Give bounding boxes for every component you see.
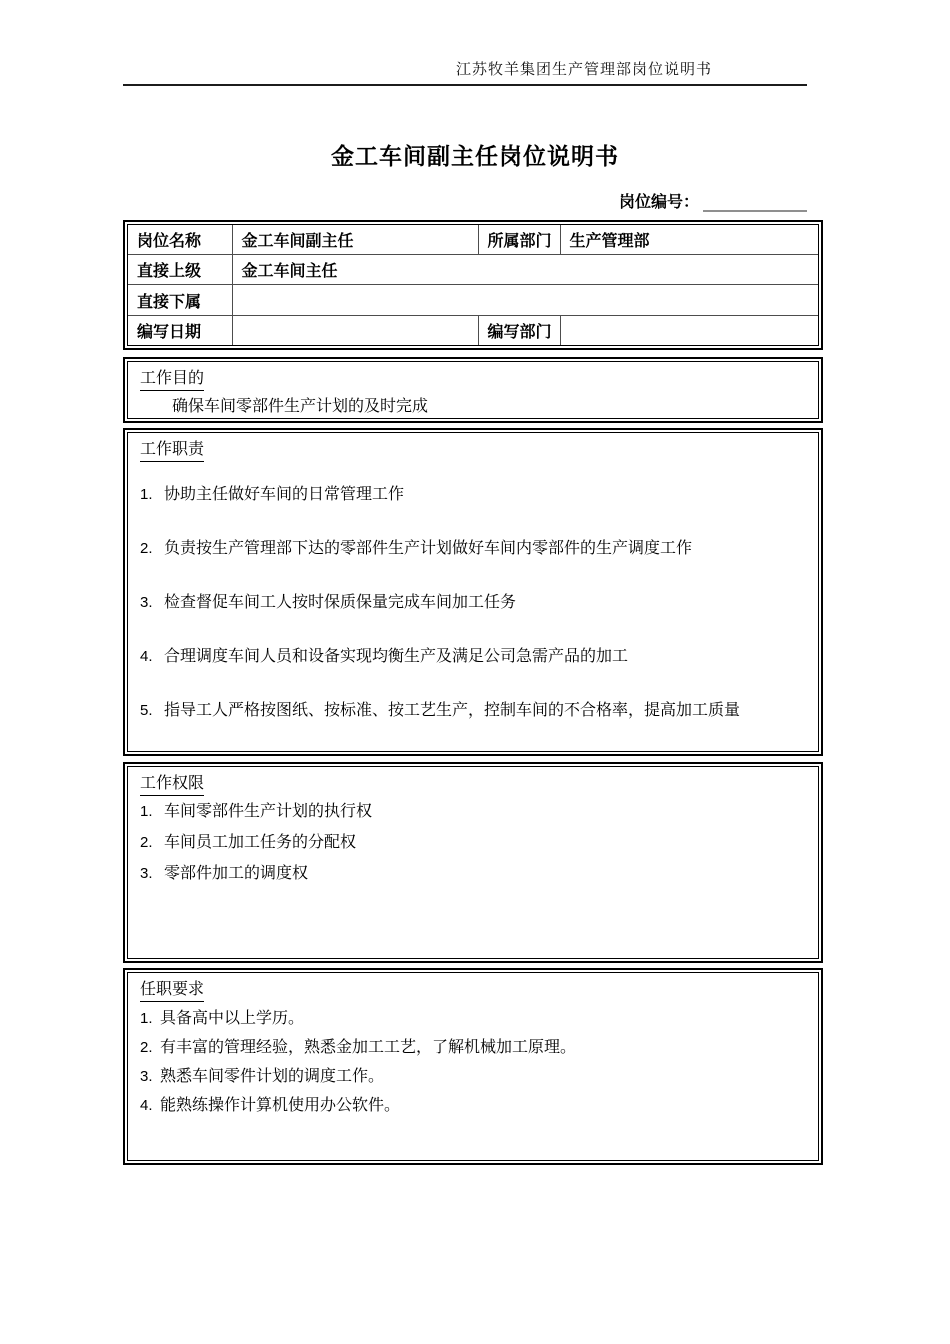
page-title: 金工车间副主任岗位说明书: [331, 143, 619, 169]
field-label-direct-superior: 直接上级: [128, 255, 232, 285]
field-label-position-name: 岗位名称: [128, 225, 232, 255]
list-item-text: 负责按生产管理部下达的零部件生产计划做好车间内零部件的生产调度工作: [164, 540, 693, 557]
list-item: [140, 1008, 806, 1029]
field-value-direct-superior: 金工车间主任: [232, 255, 818, 285]
list-item-number: 3.: [140, 594, 153, 611]
field-label-department: 所属部门: [478, 225, 560, 255]
position-code-row: [123, 186, 807, 212]
section-work-duties: [127, 432, 819, 752]
field-label-written-department: 编写部门: [478, 315, 560, 345]
position-code-label: 岗位编号：: [618, 194, 699, 211]
list-item-text: 具备高中以上学历。: [160, 1010, 305, 1027]
list-item: [140, 593, 806, 613]
field-value-written-date: [232, 315, 478, 345]
list-item: [140, 647, 806, 667]
list-item-text: 检查督促车间工人按时保质保量完成车间加工任务: [164, 594, 517, 611]
document-header-text: 江苏牧羊集团生产管理部岗位说明书: [455, 62, 712, 78]
requirements-list: [140, 1008, 806, 1116]
section-job-requirements: [127, 972, 819, 1161]
list-item: [140, 1037, 806, 1058]
list-item-number: 2.: [140, 540, 153, 557]
list-item-text: 协助主任做好车间的日常管理工作: [164, 486, 405, 503]
section-heading-work-purpose: 工作目的: [140, 369, 204, 391]
list-item-text: 指导工人严格按图纸、按标准、按工艺生产，控制车间的不合格率，提高加工质量: [164, 702, 741, 719]
list-item-text: 零部件加工的调度权: [164, 865, 309, 882]
list-item-number: 1.: [140, 1010, 153, 1027]
position-info-table: [127, 224, 819, 346]
list-item-number: 3.: [140, 1068, 153, 1085]
list-item-number: 4.: [140, 1097, 153, 1114]
table-row: [128, 315, 818, 345]
list-item-number: 3.: [140, 865, 153, 882]
table-row: [128, 225, 818, 255]
duties-list: [140, 485, 806, 721]
field-value-department: 生产管理部: [560, 225, 818, 255]
field-value-position-name: 金工车间副主任: [232, 225, 478, 255]
list-item-text: 能熟练操作计算机使用办公软件。: [160, 1097, 401, 1114]
table-row: [128, 285, 818, 315]
field-label-written-date: 编写日期: [128, 315, 232, 345]
work-purpose-text: 确保车间零部件生产计划的及时完成: [172, 398, 429, 415]
section-heading-job-requirements: 任职要求: [140, 980, 204, 1002]
list-item-text: 车间员工加工任务的分配权: [164, 834, 357, 851]
list-item: [140, 1095, 806, 1116]
list-item-number: 2.: [140, 1039, 153, 1056]
list-item-number: 2.: [140, 834, 153, 851]
authority-list: [140, 801, 806, 884]
field-value-written-department: [560, 315, 818, 345]
list-item-text: 车间零部件生产计划的执行权: [164, 803, 373, 820]
section-work-purpose: [127, 361, 819, 419]
list-item-text: 熟悉车间零件计划的调度工作。: [160, 1068, 385, 1085]
section-heading-work-authority: 工作权限: [140, 774, 204, 796]
field-label-direct-subordinates: 直接下属: [128, 285, 232, 315]
field-value-direct-subordinates: [232, 285, 818, 315]
list-item-number: 4.: [140, 648, 153, 665]
list-item-number: 5.: [140, 702, 153, 719]
position-code-blank: [703, 194, 807, 212]
document-header: [123, 0, 807, 86]
list-item: [140, 485, 806, 505]
list-item: [140, 701, 806, 721]
list-item: [140, 832, 806, 853]
section-work-authority: [127, 766, 819, 959]
list-item: [140, 1066, 806, 1087]
list-item: [140, 539, 806, 559]
list-item: [140, 801, 806, 822]
list-item-number: 1.: [140, 803, 153, 820]
section-heading-work-duties: 工作职责: [140, 440, 204, 462]
table-row: [128, 255, 818, 285]
list-item: [140, 863, 806, 884]
list-item-number: 1.: [140, 486, 153, 503]
list-item-text: 合理调度车间人员和设备实现均衡生产及满足公司急需产品的加工: [164, 648, 629, 665]
list-item-text: 有丰富的管理经验，熟悉金加工工艺，了解机械加工原理。: [160, 1039, 577, 1056]
